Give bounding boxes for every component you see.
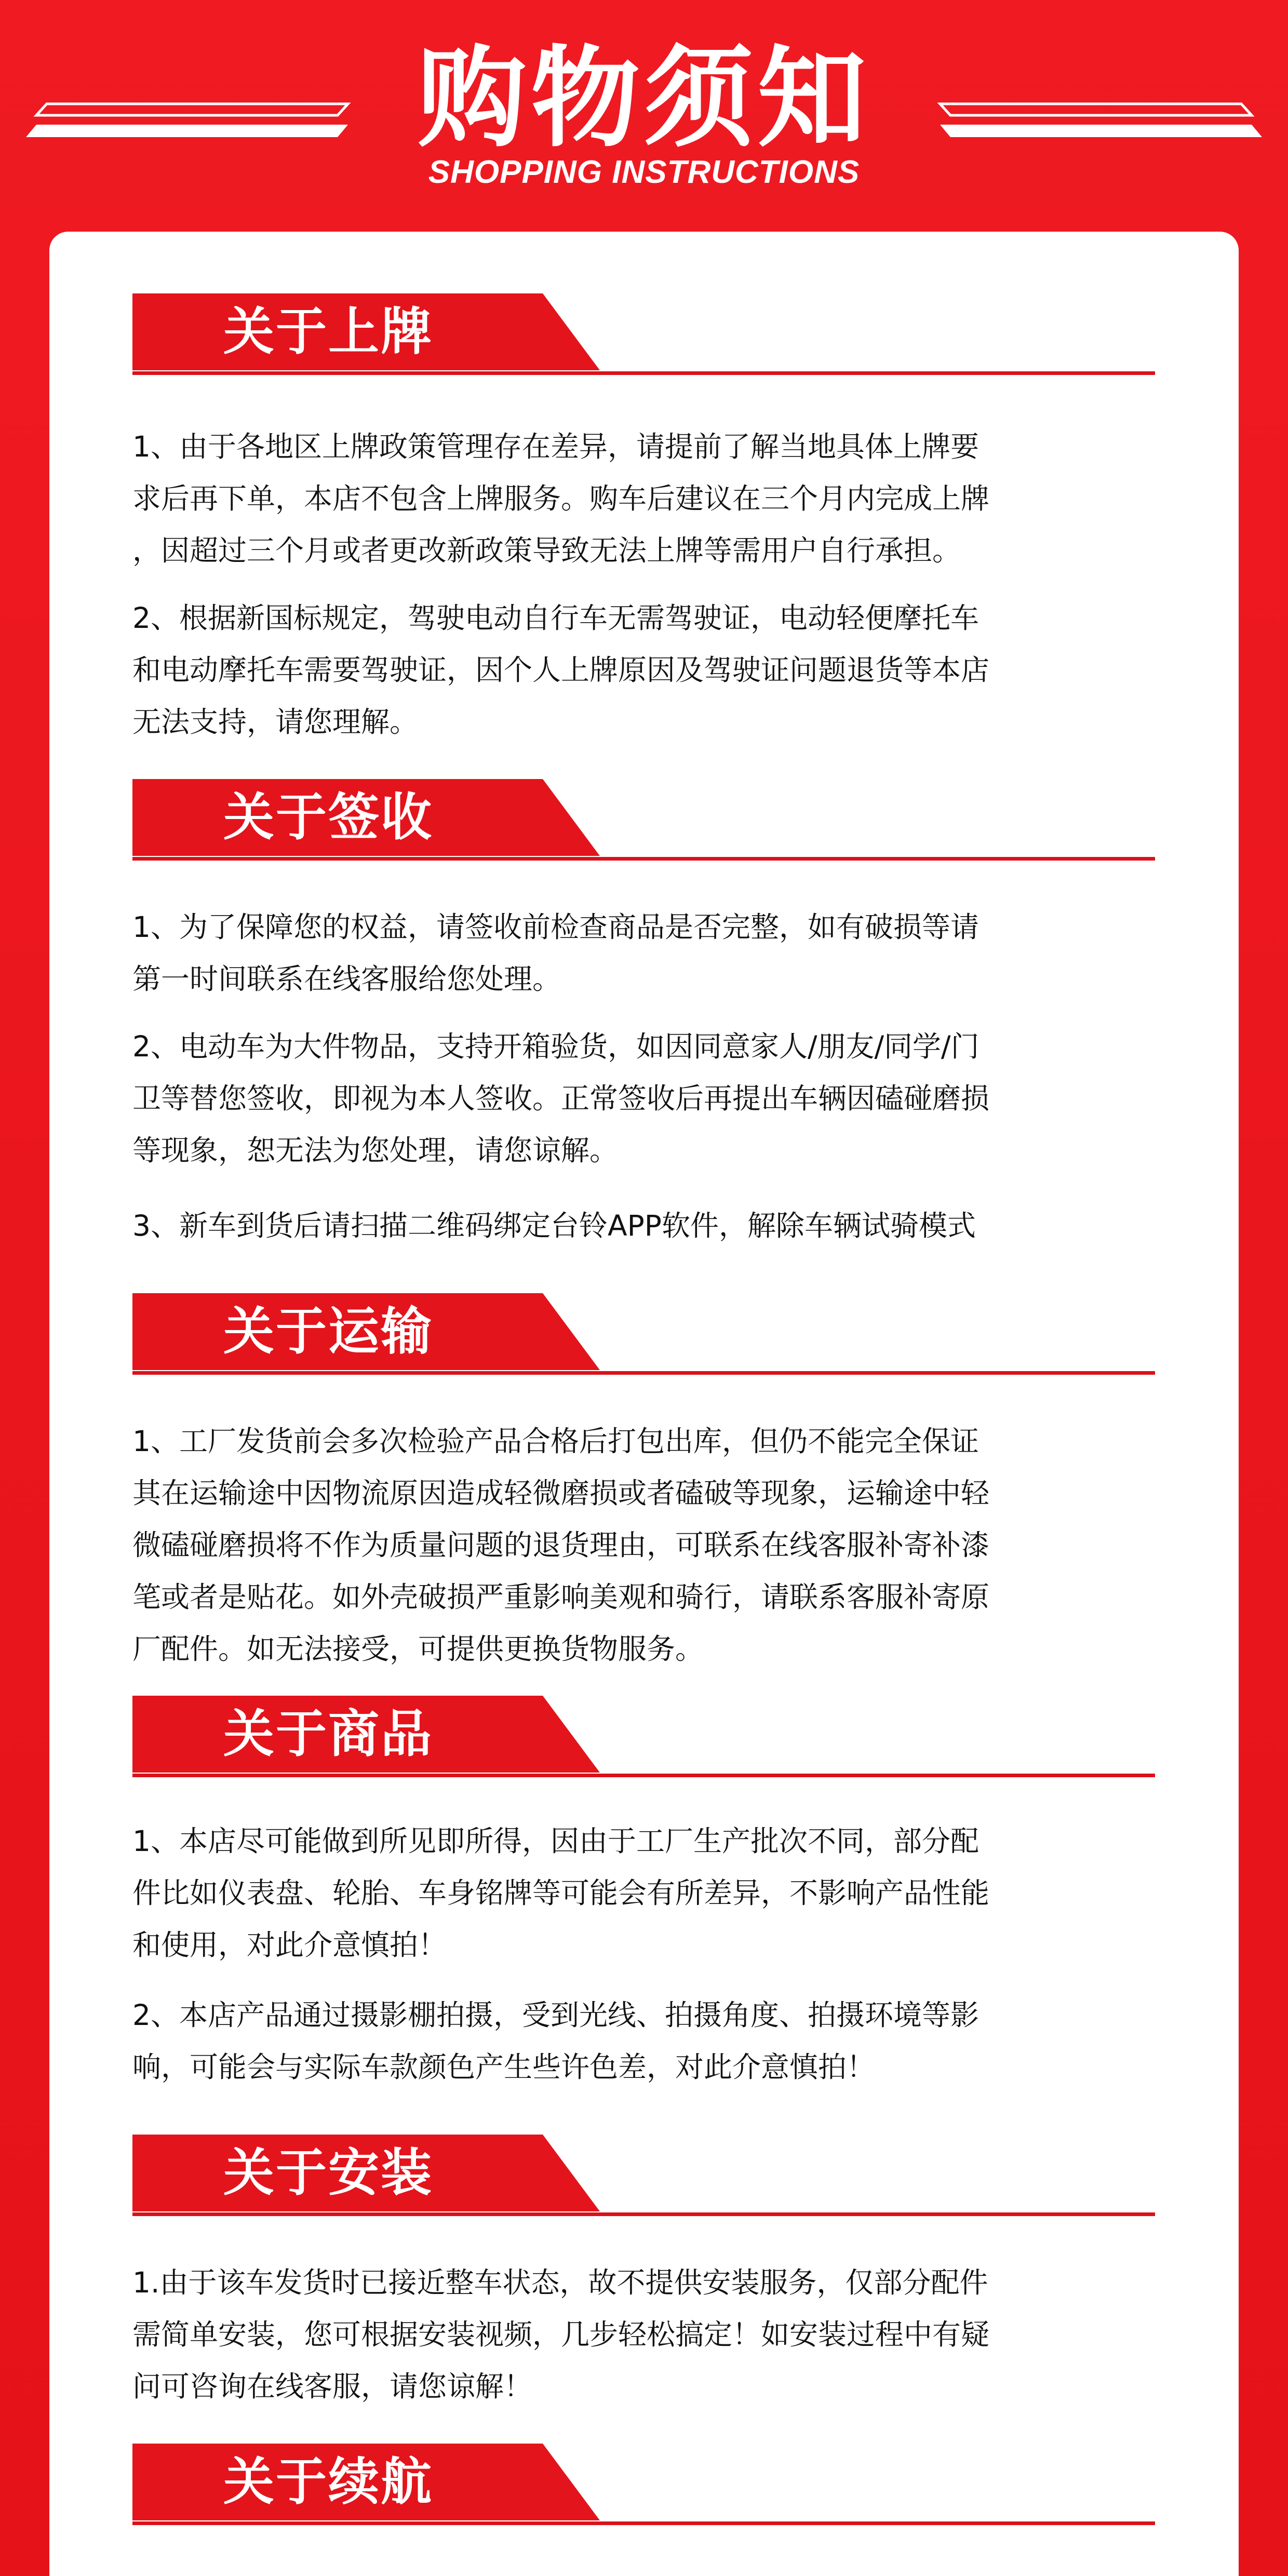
section-underline <box>132 857 1155 861</box>
section-paragraph: 1、由于各地区上牌政策管理存在差异，请提前了解当地具体上牌要 求后再下单，本店不包含上牌服务。购车后建议在三个月内完成上牌 ，因超过三个月或者更改新政策导致无法上牌等需用户自行承担。 <box>132 430 990 567</box>
section-underline <box>132 1371 1155 1375</box>
section-title: 关于上牌 <box>223 302 434 361</box>
section-paragraph: 2、本店产品通过摄影棚拍摄，受到光线、拍摄角度、拍摄环境等影 响，可能会与实际车款颜色产生些许色差，对此介意慎拍！ <box>132 1998 979 2084</box>
section-header-product <box>83 1696 1155 1784</box>
content-card <box>49 232 1239 2576</box>
section-paragraph: 1、为了保障您的权益，请签收前检查商品是否完整，如有破损等请 第一时间联系在线客服给您处理。 <box>132 910 979 996</box>
section-paragraph: 3、新车到货后请扫描二维码绑定台铃APP软件，解除车辆试骑模式 <box>132 1209 976 1242</box>
section-paragraph: 2、根据新国标规定，驾驶电动自行车无需驾驶证，电动轻便摩托车 和电动摩托车需要驾驶证，因个人上牌原因及驾驶证问题退货等本店 无法支持，请您理解。 <box>132 601 990 739</box>
section-header-range <box>83 2444 1155 2532</box>
section-header-installation <box>83 2135 1155 2223</box>
section-header-receipt <box>83 779 1155 867</box>
section-paragraph: 2、电动车为大件物品，支持开箱验货，如因同意家人/朋友/同学/门 卫等替您签收，即视为本人签收。正常签收后再提出车辆因磕碰磨损 等现象，恕无法为您处理，请您谅解。 <box>132 1030 990 1167</box>
section-title: 关于续航 <box>223 2452 434 2512</box>
section-paragraph: 1、工厂发货前会多次检验产品合格后打包出库，但仍不能完全保证 其在运输途中因物流原因造成轻微磨损或者磕破等现象，运输途中轻 微磕碰磨损将不作为质量问题的退货理由，可联系在线客服补寄补漆 笔或者是贴花。如外壳破损严重影响美观和骑行，请联系客服补寄原 厂配件。如无法接受，可提供更换货物服务。 <box>132 1425 990 1666</box>
section-title: 关于安装 <box>223 2143 434 2203</box>
section-paragraph: 1、本店尽可能做到所见即所得，因由于工厂生产批次不同，部分配 件比如仪表盘、轮胎、车身铭牌等可能会有所差异，不影响产品性能 和使用，对此介意慎拍！ <box>132 1824 990 1962</box>
section-underline <box>132 371 1155 375</box>
section-paragraph: 1.由于该车发货时已接近整车状态，故不提供安装服务，仅部分配件 需简单安装，您可根据安装视频，几步轻松搞定！如安装过程中有疑 问可咨询在线客服，请您谅解！ <box>132 2266 990 2403</box>
section-title: 关于签收 <box>223 788 434 847</box>
page-title: 购物须知 <box>417 35 870 162</box>
section-underline <box>132 2521 1155 2525</box>
page-subtitle: SHOPPING INSTRUCTIONS <box>428 154 860 190</box>
section-underline <box>132 1774 1155 1777</box>
section-title: 关于商品 <box>223 1705 434 1764</box>
section-header-shipping <box>83 1293 1155 1381</box>
section-header-license <box>83 293 1155 382</box>
page-header <box>0 0 1288 229</box>
section-title: 关于运输 <box>223 1302 434 1361</box>
section-underline <box>132 2212 1155 2216</box>
